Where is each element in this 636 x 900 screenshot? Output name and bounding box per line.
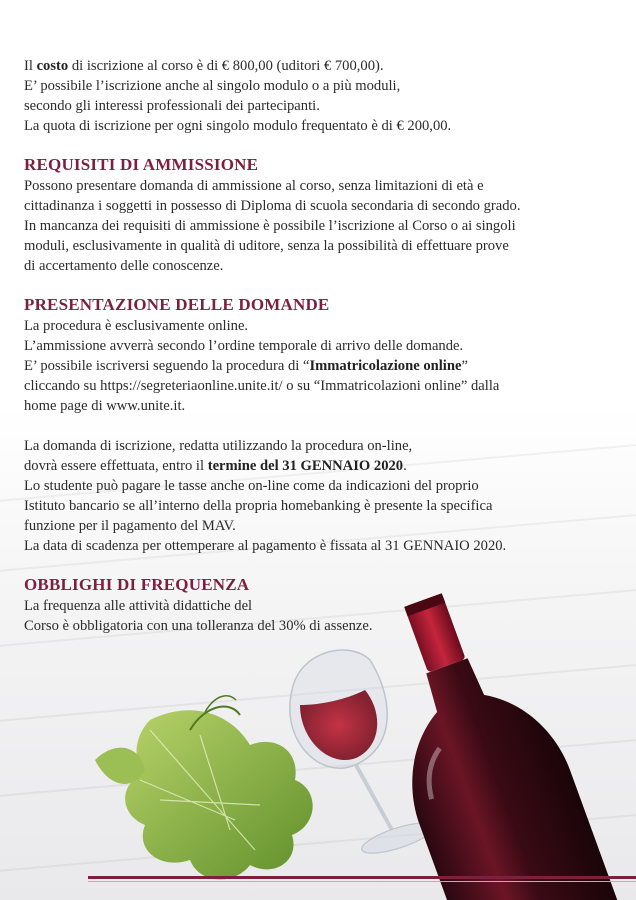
text-line: La procedura è esclusivamente online.: [24, 318, 249, 334]
text-line: Possono presentare domanda di ammissione al corso, senza limitazioni di età e: [24, 178, 484, 194]
text-line: Lo studente può pagare le tasse anche on-line come da indicazioni del proprio: [24, 478, 479, 494]
text-line: La domanda di iscrizione, redatta utilizzando la procedura on-line,: [24, 438, 413, 454]
cost-line: [24, 56, 614, 76]
presentazione-section: [24, 294, 614, 556]
immatricolazione-bold: Immatricolazione online: [309, 358, 462, 374]
wine-glass-icon: [290, 650, 437, 859]
text-line: Corso è obbligatoria con una tolleranza del 30% di assenze.: [24, 618, 373, 634]
text-line: [24, 356, 614, 376]
footer-divider-thin: [88, 881, 636, 882]
grape-leaf-icon: [95, 696, 313, 880]
text-line: di accertamento delle conoscenze.: [24, 258, 224, 274]
text-line: secondo gli interessi professionali dei partecipanti.: [24, 98, 320, 114]
footer-divider: [88, 876, 636, 879]
text-line: cittadinanza i soggetti in possesso di Diploma di scuola secondaria di secondo grado.: [24, 198, 521, 214]
text-line: La quota di iscrizione per ogni singolo modulo frequentato è di € 200,00.: [24, 118, 452, 134]
text-line: In mancanza dei requisiti di ammissione è possibile l’iscrizione al Corso o ai singoli: [24, 218, 516, 234]
obblighi-section: [24, 574, 614, 636]
text-line: funzione per il pagamento del MAV.: [24, 518, 236, 534]
cost-section: [24, 56, 614, 136]
text-line: moduli, esclusivamente in qualità di uditore, senza la possibilità di effettuare prove: [24, 238, 509, 254]
section-heading-obblighi: OBBLIGHI DI FREQUENZA: [24, 575, 250, 594]
text-line: home page di www.unite.it.: [24, 398, 186, 414]
text: .: [403, 458, 407, 474]
text: E’ possibile iscriversi seguendo la procedura di “: [24, 358, 310, 374]
section-heading-presentazione: PRESENTAZIONE DELLE DOMANDE: [24, 295, 330, 314]
deadline-bold: termine del 31 GENNAIO 2020: [207, 458, 404, 474]
cost-bold: costo: [36, 58, 69, 74]
text: Il: [24, 58, 37, 74]
text-line: L’ammissione avverrà secondo l’ordine temporale di arrivo delle domande.: [24, 338, 464, 354]
section-heading-requisiti: REQUISITI DI AMMISSIONE: [24, 155, 259, 174]
text-line: La data di scadenza per ottemperare al pagamento è fissata al 31 GENNAIO 2020.: [24, 538, 507, 554]
requisiti-section: [24, 154, 614, 276]
text: dovrà essere effettuata, entro il: [24, 458, 208, 474]
text-line: La frequenza alle attività didattiche del: [24, 598, 253, 614]
text: ”: [461, 358, 468, 374]
text: di iscrizione al corso è di € 800,00 (uditori € 700,00).: [68, 58, 384, 74]
text-line: E’ possibile l’iscrizione anche al singolo modulo o a più moduli,: [24, 78, 401, 94]
text-line: cliccando su https://segreteriaonline.unite.it/ o su “Immatricolazioni online” dalla: [24, 378, 500, 394]
text-line: Istituto bancario se all’interno della propria homebanking è presente la specifica: [24, 498, 493, 514]
text-line: [24, 456, 614, 476]
document-body: [24, 56, 614, 654]
